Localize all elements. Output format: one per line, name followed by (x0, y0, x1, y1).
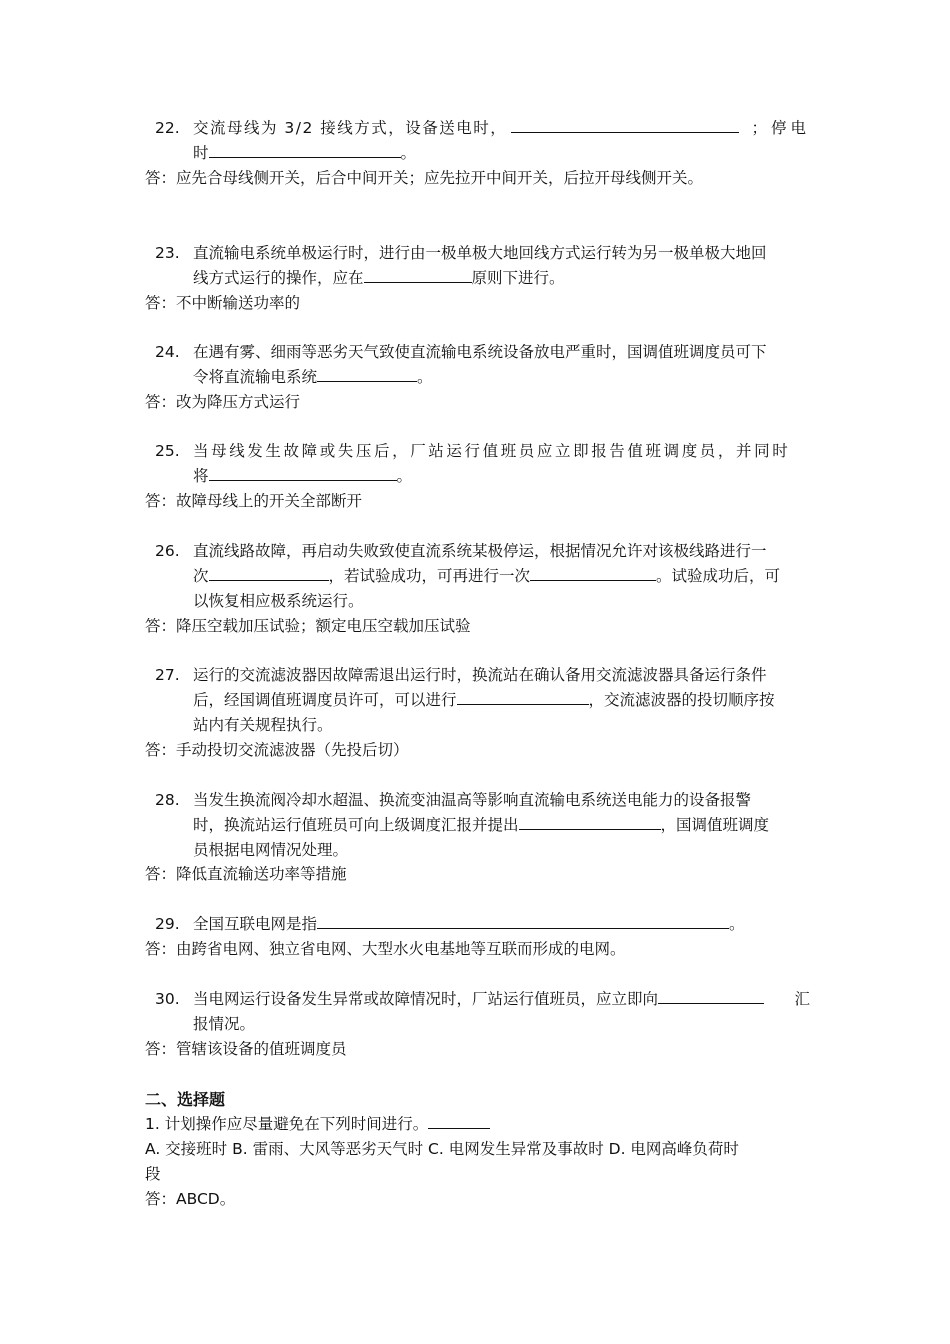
answer-blank[interactable] (209, 564, 329, 581)
answer-27: 答：手动投切交流滤波器（先投后切） (145, 741, 409, 759)
answer-blank[interactable] (317, 912, 729, 929)
question-number: 23. (155, 244, 180, 262)
question-30 (155, 987, 810, 1037)
options-text: A. 交接班时 B. 雷雨、大风等恶劣天气时 C. 电网发生异常及事故时 D. 电网高峰负荷时 (145, 1140, 739, 1158)
question-text: 。 (729, 915, 745, 933)
answer-blank[interactable] (209, 464, 397, 481)
question-text: 员根据电网情况处理。 (193, 841, 349, 859)
question-22 (155, 116, 810, 166)
answer-blank[interactable] (519, 813, 661, 830)
question-text: 。 (417, 368, 433, 386)
question-25 (155, 439, 810, 489)
answer-blank[interactable] (364, 266, 472, 283)
question-text: 令将直流输电系统 (193, 368, 318, 386)
question-text: 在遇有雾、细雨等恶劣天气致使直流输电系统设备放电严重时，国调值班调度员可下 (193, 343, 767, 361)
question-text: ，国调值班调度 (660, 816, 770, 834)
answer-30: 答：管辖该设备的值班调度员 (145, 1040, 347, 1058)
answer-26: 答：降压空载加压试验；额定电压空载加压试验 (145, 617, 471, 635)
question-text: 报情况。 (193, 1015, 256, 1033)
question-text: 当发生换流阀冷却水超温、换流变油温高等影响直流输电系统送电能力的设备报警 (193, 791, 752, 809)
question-number: 24. (155, 343, 180, 361)
answer-blank[interactable] (658, 987, 764, 1004)
question-text: 当母线发生故障或失压后，厂站运行值班员应立即报告值班调度员，并同时 (193, 442, 791, 460)
question-number: 28. (155, 791, 180, 809)
question-number: 30. (155, 990, 180, 1008)
question-23 (155, 241, 810, 291)
question-text: 。试验成功后，可 (656, 567, 781, 585)
answer-blank[interactable] (428, 1112, 490, 1129)
question-text: 原则下进行。 (471, 269, 565, 287)
question-text: 汇 (794, 990, 810, 1008)
answer-22: 答：应先合母线侧开关，后合中间开关；应先拉开中间开关，后拉开母线侧开关。 (145, 169, 704, 187)
question-text: 当电网运行设备发生异常或故障情况时，厂站运行值班员，应立即向 (193, 990, 659, 1008)
question-text: 时 (193, 144, 209, 162)
answer-blank[interactable] (530, 564, 656, 581)
question-text: 后，经国调值班调度员许可，可以进行 (193, 691, 457, 709)
question-24 (155, 340, 810, 390)
question-text: 运行的交流滤波器因故障需退出运行时，换流站在确认备用交流滤波器具备运行条件 (193, 666, 767, 684)
section-heading: 二、选择题 (145, 1090, 226, 1109)
question-text: 。 (396, 467, 413, 485)
question-text: 。 (400, 144, 417, 162)
question-text: 交流母线为 3/2 接线方式，设备送电时， (193, 119, 508, 137)
answer-25: 答：故障母线上的开关全部断开 (145, 492, 363, 510)
question-text: 时，换流站运行值班员可向上级调度汇报并提出 (193, 816, 519, 834)
mc-question-1 (145, 1112, 810, 1212)
answer-blank[interactable] (511, 116, 739, 133)
question-29 (155, 912, 810, 937)
answer-blank[interactable] (457, 688, 589, 705)
answer-23: 答：不中断输送功率的 (145, 294, 301, 312)
answer-mc-1: 答：ABCD。 (145, 1190, 236, 1208)
question-text: ，若试验成功，可再进行一次 (328, 567, 531, 585)
question-number: 25. (155, 442, 180, 460)
options-text-continued: 段 (145, 1165, 161, 1183)
question-number: 22. (155, 119, 180, 137)
question-number: 26. (155, 542, 180, 560)
answer-blank[interactable] (209, 141, 401, 158)
question-text: 次 (193, 567, 209, 585)
answer-29: 答：由跨省电网、独立省电网、大型水火电基地等互联而形成的电网。 (145, 940, 626, 958)
question-text: 线方式运行的操作，应在 (193, 269, 364, 287)
question-text: 直流输电系统单极运行时，进行由一极单极大地回线方式运行转为另一极单极大地回 (193, 244, 767, 262)
question-number: 29. (155, 915, 180, 933)
question-26 (155, 539, 810, 614)
question-text: 全国互联电网是指 (193, 915, 318, 933)
answer-blank[interactable] (317, 365, 417, 382)
answer-28: 答：降低直流输送功率等措施 (145, 865, 347, 883)
question-27 (155, 663, 810, 738)
question-text: 站内有关规程执行。 (193, 716, 333, 734)
question-text: 直流线路故障，再启动失败致使直流系统某极停运，根据情况允许对该极线路进行一 (193, 542, 767, 560)
answer-24: 答：改为降压方式运行 (145, 393, 301, 411)
question-number: 27. (155, 666, 180, 684)
question-28 (155, 788, 810, 863)
question-text: 以恢复相应极系统运行。 (193, 592, 364, 610)
question-text: ；停电 (751, 119, 810, 137)
question-text: 将 (193, 467, 209, 485)
question-text: 1. 计划操作应尽量避免在下列时间进行。 (145, 1115, 429, 1133)
question-text: ，交流滤波器的投切顺序按 (588, 691, 775, 709)
